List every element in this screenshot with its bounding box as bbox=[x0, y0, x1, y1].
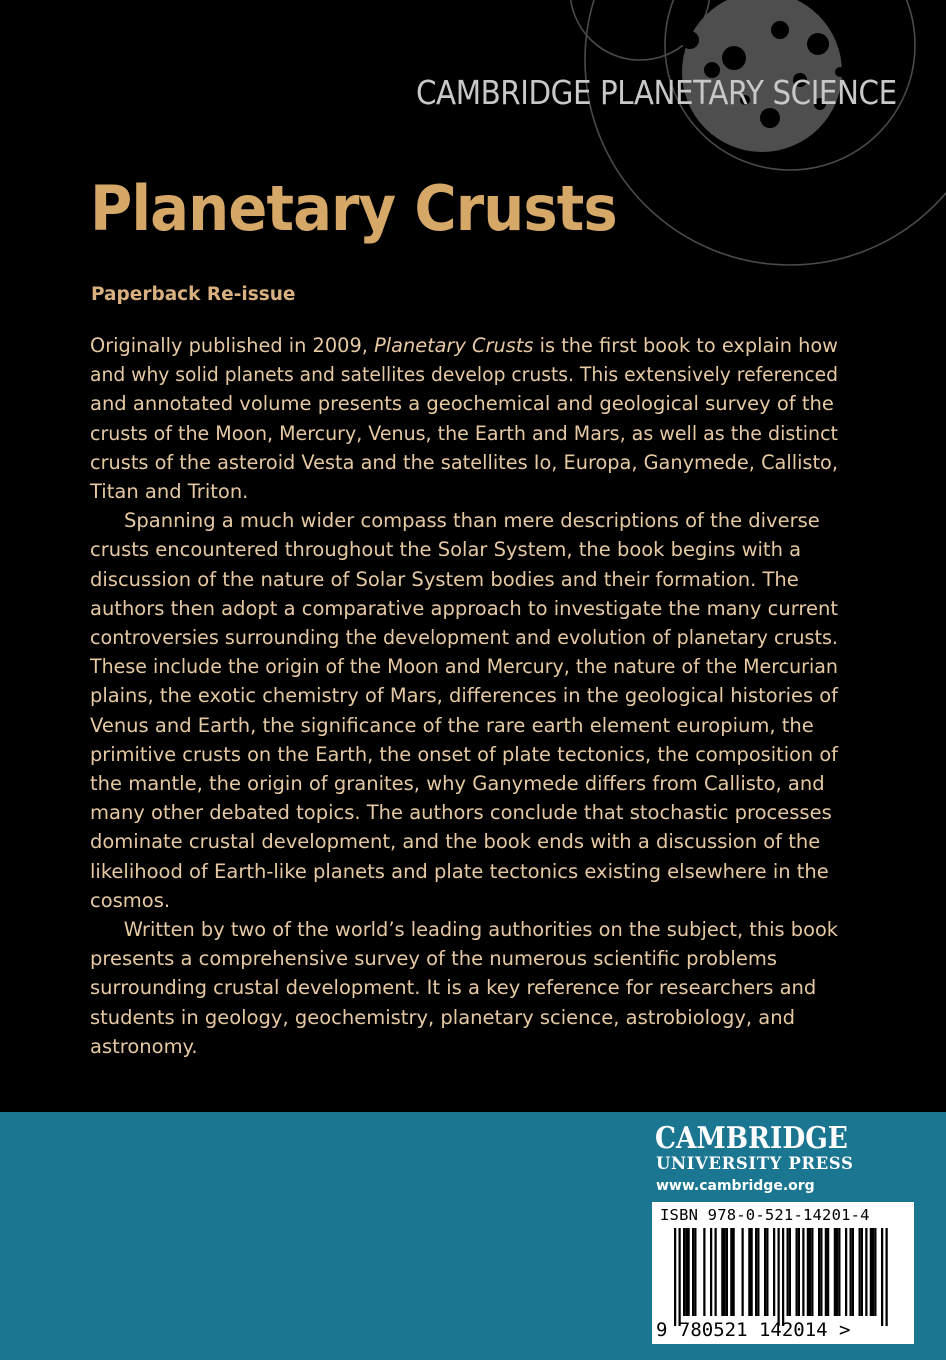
text-line: crusts of the asteroid Vesta and the satellites Io, Europa, Ganymede, Callisto, bbox=[90, 450, 838, 474]
barcode-bar bbox=[798, 1228, 800, 1316]
publisher-press: UNIVERSITY PRESS bbox=[656, 1154, 854, 1173]
barcode-bar bbox=[834, 1228, 836, 1316]
barcode-bar bbox=[748, 1228, 750, 1316]
barcode-bar bbox=[742, 1228, 744, 1316]
barcode-bar bbox=[872, 1228, 874, 1316]
edition-subtitle: Paperback Re-issue bbox=[91, 284, 296, 305]
moon-crater bbox=[722, 46, 746, 70]
text-line: controversies surrounding the development and evolution of planetary crusts. bbox=[90, 626, 838, 650]
barcode-bar bbox=[733, 1228, 735, 1316]
text-line: and annotated volume presents a geochemical and geological survey of the bbox=[90, 392, 834, 416]
barcode-bar bbox=[688, 1228, 690, 1316]
barcode-bar bbox=[852, 1228, 854, 1316]
barcode-bar bbox=[859, 1228, 861, 1316]
publisher-website: www.cambridge.org bbox=[656, 1178, 815, 1194]
barcode-bar bbox=[836, 1228, 838, 1316]
barcode-bar bbox=[730, 1228, 732, 1316]
barcode-bar bbox=[796, 1228, 798, 1316]
description-paragraph-3 bbox=[90, 915, 850, 1061]
barcode-bar bbox=[715, 1228, 717, 1316]
barcode-bar bbox=[674, 1228, 676, 1326]
barcode-bar bbox=[773, 1228, 775, 1316]
text-line: authors then adopt a comparative approach to investigate the many current bbox=[90, 596, 838, 620]
text-line: Titan and Triton. bbox=[90, 480, 249, 504]
description-paragraph-2 bbox=[90, 506, 850, 915]
barcode-bar bbox=[694, 1228, 696, 1316]
series-name: CAMBRIDGE PLANETARY SCIENCE bbox=[416, 73, 897, 112]
barcode-bar bbox=[870, 1228, 872, 1316]
barcode-bar bbox=[766, 1228, 768, 1316]
barcode-bar bbox=[703, 1228, 705, 1316]
barcode-bar bbox=[820, 1228, 822, 1316]
barcode-bar bbox=[782, 1228, 784, 1326]
text-line: astronomy. bbox=[90, 1034, 198, 1058]
text-line: Venus and Earth, the significance of the rare earth element europium, the bbox=[90, 713, 814, 737]
text-line: presents a comprehensive survey of the numerous scientific problems bbox=[90, 947, 777, 971]
text-line: discussion of the nature of Solar System bodies and their formation. The bbox=[90, 567, 799, 591]
text-line: Written by two of the world’s leading authorities on the subject, this book bbox=[123, 918, 838, 942]
barcode-bar bbox=[721, 1228, 723, 1316]
barcode-bar bbox=[726, 1228, 728, 1316]
barcode-bar bbox=[683, 1228, 685, 1316]
barcode-bar bbox=[827, 1228, 829, 1316]
text-line: and why solid planets and satellites develop crusts. This extensively referenced bbox=[90, 363, 838, 387]
barcode-bar bbox=[881, 1228, 883, 1326]
text-line: dominate crustal development, and the book ends with a discussion of the bbox=[90, 830, 821, 854]
text-line: cosmos. bbox=[90, 888, 171, 912]
barcode-bar bbox=[685, 1228, 687, 1316]
barcode-bar bbox=[861, 1228, 863, 1316]
moon-crater bbox=[807, 33, 829, 55]
book-title: Planetary Crusts bbox=[90, 172, 617, 245]
barcode-bar bbox=[811, 1228, 813, 1316]
barcode-bar bbox=[724, 1228, 726, 1316]
text-line: surrounding crustal development. It is a key reference for researchers and bbox=[90, 976, 817, 1000]
barcode-bar bbox=[751, 1228, 753, 1316]
barcode-panel bbox=[652, 1202, 914, 1344]
book-title-italic: Planetary Crusts bbox=[374, 334, 534, 357]
barcode-bar bbox=[845, 1228, 847, 1316]
text-line: many other debated topics. The authors conclude that stochastic processes bbox=[90, 801, 832, 825]
barcode-bar bbox=[755, 1228, 757, 1316]
moon-crater bbox=[681, 31, 699, 49]
text-line: the mantle, the origin of granites, why Ganymede differs from Callisto, and bbox=[90, 772, 825, 796]
barcode-bar bbox=[764, 1228, 766, 1316]
text-line: likelihood of Earth-like planets and plate tectonics existing elsewhere in the bbox=[90, 859, 829, 883]
text-line: Spanning a much wider compass than mere descriptions of the diverse bbox=[124, 509, 820, 533]
text-line: These include the origin of the Moon and Mercury, the nature of the Mercurian bbox=[90, 655, 838, 679]
barcode-bar bbox=[778, 1228, 780, 1326]
barcode-bar bbox=[886, 1228, 888, 1326]
text-line: plains, the exotic chemistry of Mars, differences in the geological histories of bbox=[90, 684, 838, 708]
barcode-bar bbox=[692, 1228, 694, 1316]
barcode-bar bbox=[710, 1228, 712, 1316]
barcode-bar bbox=[850, 1228, 852, 1316]
barcode-bar bbox=[807, 1228, 809, 1316]
barcode-bar bbox=[679, 1228, 681, 1326]
moon-crater bbox=[771, 21, 789, 39]
text-line: primitive crusts on the Earth, the onset of plate tectonics, the composition of bbox=[90, 742, 838, 766]
barcode-bar bbox=[789, 1228, 791, 1316]
barcode-bar bbox=[802, 1228, 804, 1316]
barcode-bar bbox=[865, 1228, 867, 1316]
text-line: students in geology, geochemistry, planetary science, astrobiology, and bbox=[90, 1005, 795, 1029]
ean-digits: 9 780521 142014 > bbox=[656, 1319, 851, 1341]
barcode-bar bbox=[787, 1228, 789, 1316]
isbn-label: ISBN 978-0-521-14201-4 bbox=[660, 1206, 870, 1224]
barcode-bar bbox=[809, 1228, 811, 1316]
barcode-bar bbox=[874, 1228, 876, 1316]
barcode-bar bbox=[825, 1228, 827, 1316]
barcode-bar bbox=[838, 1228, 840, 1316]
book-description bbox=[90, 331, 850, 1061]
text-line: crusts of the Moon, Mercury, Venus, the Earth and Mars, as well as the distinct bbox=[90, 421, 838, 445]
text-line: Originally published in 2009, Planetary Crusts is the first book to explain how bbox=[90, 334, 838, 357]
description-paragraph-1 bbox=[90, 331, 850, 506]
barcode-bar bbox=[757, 1228, 759, 1316]
publisher-name: CAMBRIDGE bbox=[655, 1121, 848, 1156]
barcode-bar bbox=[818, 1228, 820, 1316]
text-line: crusts encountered throughout the Solar System, the book begins with a bbox=[90, 538, 802, 562]
